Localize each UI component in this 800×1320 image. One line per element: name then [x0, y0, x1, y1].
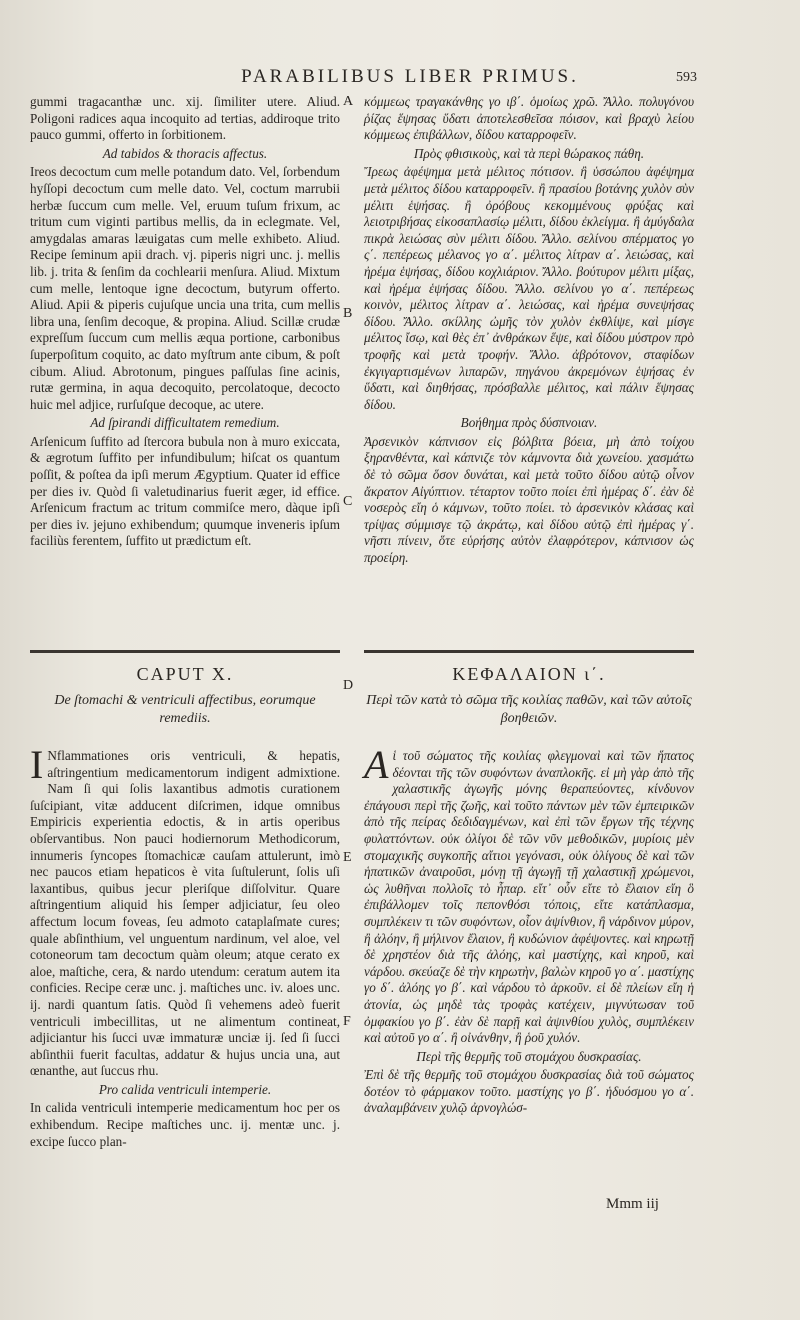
- signature-mark: Mmm iij: [606, 1196, 659, 1212]
- latin-column-top: [30, 94, 340, 550]
- margin-letter-c: C: [343, 494, 353, 509]
- chapter-subtitle-greek: Περὶ τῶν κατὰ τὸ σῶμα τῆς κοιλίας παθῶν, καὶ τῶν αὐτοῖς βοηθειῶν.: [366, 693, 692, 726]
- latin-column-bottom: [30, 742, 340, 1150]
- latin-paragraph: INflammationes oris ventriculi, & hepatis, aſtringentium medicamentorum indigent admixtione. Nam ſi qui ſolis laxantibus admotis curationem ſuſcipiant, vitæ adducent diſcrimen, idque omnibus Empiricis experientia edoctis, & in artis operibus obſervantibus. Non pauci hodiernorum Methodicorum, innumeris ſyncopes ſtomachicæ cauſam attulerunt, imò nec paucos etiam hepaticos è vita ſuſtulerunt, ſolis uſi laxantibus, quibus jecur pleriſque diſſolvitur. Quare aſtringentium aliquid his ſemper adjiciatur, ſeu oleo affectum locum foveas, ſeu admoto cataplaſmate cures; quale abſinthium, vel unguentum nardinum, vel aloe, vel cotoneorum tam decoctum quàm oleum; atque cerato ex aloe, maſtiche, cera, & nardo utendum: ceratum autem ita conficies. Recipe ceræ unc. j. maſtiches unc. iv. aloes unc. ij. nardi quantum ſatis. Quòd ſi vehemens adeò fuerit ventriculi imbecillitas, ut ne alimentum contineat, adjiciantur his ſucci uvæ immaturæ unciæ ij. ſed ſi ſucci abſinthii fuerit facultas, addatur & hujus uncia una, aut œnanthe, aut ſuccus rhu.: [30, 742, 340, 1079]
- section-rule: [364, 650, 694, 653]
- margin-letter-a: A: [343, 94, 354, 109]
- section-rule: [30, 650, 340, 653]
- latin-section-heading: Ad ſpirandi difficultatem remedium.: [90, 415, 280, 431]
- greek-section-heading: Περὶ τῆς θερμῆς τοῦ στομάχου δυσκρασίας.: [416, 1048, 642, 1064]
- greek-section-heading: Βοήθημα πρὸς δύσπνοιαν.: [460, 415, 598, 431]
- latin-paragraph: gummi tragacanthæ unc. xij. ſimiliter utere. Aliud. Poligoni radices aqua incoquito ad tertias, addiroque trito pauco gummi, offerto in ſorbitionem.: [30, 94, 340, 143]
- greek-column-top: [364, 94, 694, 567]
- margin-letter-e: E: [343, 850, 352, 865]
- chapter-title-latin: CAPUT X.: [136, 664, 234, 684]
- greek-paragraph: Ἀρσενικὸν κάπνισον εἰς βόλβιτα βόεια, μὴ ἀπὸ τοίχου ξηρανθέντα, καὶ κάπνιζε τὸν κάμνοντα διὰ χωνείου. χασμάτω δὲ τὸ σῶμα ὅσον δυνάται, καὶ μετὰ τοῦτο δίδου αὐτῷ οἶνον ἄκρατον Αἰγύπτιον. τέταρτον τοῦτο ποίει ἐπὶ ἡμέρας δ΄. ἐὰν δὲ νοσερὸς εἴη ὁ κάμνων, τοῦτο ποίει. τὸ ἀρσενικὸν κλάσας καὶ τρίψας σύμμισγε τῷ ἀκράτῳ, καὶ δίδου αὐτῷ ἐπὶ ἡμέρας γ΄. νῆστι πίνειν, ὅτε εὑρήσης αὐτὸν ἐλαφρότερον, κάπνισον ὡς προείρη.: [364, 433, 694, 566]
- greek-paragraph: Ἴρεως ἀφέψημα μετὰ μέλιτος πότισον. ἢ ὑσσώπου ἀφέψημα μετὰ μέλιτος δίδου καταρροφεῖν. ἢ πρασίου βοτάνης χυλὸν σὺν μέλιτι ἑψήσας. ἢ ὀρόβους κεκομμένους φρύξας καὶ λειοτριβήσας εἰκοσαπλασίῳ μέλιτι, δίδου ἐκλείγμα. ἢ ἀμύγδαλα πικρὰ λειώσας σὺν μέλιτι δίδου. Ἄλλο. σελίνου σπέρματος γο ς΄. πεπέρεως μέλανος γο α΄. μέλιτος λίτραν α΄. λειώσας, καὶ ἠρέμα ἑψήσας, δίδου κοχλιάριον. Ἄλλο. βούτυρον μέλιτι μίξας, καὶ ἠρέμα ἑψήσας δίδου. Ἄλλο. σελίνου γο α΄. πεπέρεως κοινὸν, μέλιτος λίτραν α΄. λειώσας, καὶ ἠρέμα συνεψήσας δίδου. Ἄλλο. σκίλλης ὠμῆς τὸν χυλὸν ἐκθλίψε, καὶ μίσγε μέλιτος ἴσῳ, καὶ θὲς ἐπ᾽ ἀνθράκων ἕψε, καὶ δίδου μύστρον πρὸ τροφῆς καὶ μετὰ τροφήν. Ἄλλο. ἀβρότονον, σταφίδων ἐκγιγαρτισμένων λιπαρῶν, πηγάνου ἀκρεμόνων ἑψήσας ἐν ὕδατι, καὶ διηθήσας, πρόσβαλλε μέλιτος, καὶ πάλιν ἕψησας δίδου.: [364, 164, 694, 412]
- greek-paragraph: Ἐπὶ δὲ τῆς θερμῆς τοῦ στομάχου δυσκρασίας διὰ τοῦ σώματος δοτέον τὸ φάρμακον τοῦτο. μαστίχης γο β΄. ἡδυόσμου γο α΄. ἀναλαμβάνειν χυλῷ ἀρνογλώσ-: [364, 1067, 694, 1116]
- margin-letter-b: B: [343, 306, 353, 321]
- margin-letter-d: D: [343, 678, 354, 693]
- latin-section-heading: Ad tabidos & thoracis affectus.: [102, 145, 268, 161]
- chapter-title-greek: ΚΕΦΑΛΑΙΟΝ ι΄.: [452, 664, 606, 684]
- latin-paragraph: Arſenicum ſuffito ad ſtercora bubula non à muro exiccata, & ægrotum ſuffito per infundibulum; hiſcat os quantum poſſit, & poſtea da ipſi merum Ægyptium. Quater id effice per dies iv. Quòd ſi valetudinarius fuerit æger, id effice. Arſenicum fractum ac tritum commiſce mero, dàque ipſi per dies iv. jejuno exhibendum; quumque inveneris ipſum faciliùs ferentem, ſuffito ut prædictum eſt.: [30, 433, 340, 549]
- latin-paragraph: Ireos decoctum cum melle potandum dato. Vel, ſorbendum hyſſopi decoctum cum melle dato. Vel, coctum marrubii herbæ ſuccum cum melle. Vel, eruum tuſum frixum, ac tritum cum viginti partibus mellis, da in eclegmate. Vel, amygdalas amaras læuigatas cum melle exhibeto. Aliud. Recipe ſeminum apii drach. vj. piperis nigri unc. j. mellis lib. j. trita & ſenſim da cochlearii menſura. Aliud. Mixtum cum melle, lentoque igne decoctum, butyrum offerto. Aliud. Apii & piperis cujuſque uncia una trita, cum mellis libra una, ſenſim decoque, & propina. Aliud. Scillæ crudæ expreſſum ſuccum cum mellis æqua portione, carbonibus ſuperpoſitum coquito, ac dato myſtrum ante cibum, & poſt cibum. Aliud. Abrotonum, pingues paſſulas ſine acinis, rutæ germina, in aqua decoquito, percolatoque, decocto huic mel adjice, rurſuſque decoque, ac utere.: [30, 164, 340, 412]
- greek-paragraph: κόμμεως τραγακάνθης γο ιβ΄. ὁμοίως χρῶ. Ἄλλο. πολυγόνου ῥίζας ἕψησας ὕδατι ἀποτελεσθεῖσα πόισον, καὶ βραχὺ λείου κόμμεως ἐπιβάλλων, δίδου καταρροφεῖν.: [364, 94, 694, 143]
- page-number: 593: [676, 70, 697, 85]
- running-head: PARABILIBUS LIBER PRIMUS.: [241, 66, 579, 87]
- margin-letter-f: F: [343, 1014, 351, 1029]
- chapter-subtitle-latin: De ſtomachi & ventriculi affectibus, eorumque remediis.: [54, 693, 316, 726]
- greek-section-heading: Πρὸς φθισικοὺς, καὶ τὰ περὶ θώρακος πάθη.: [413, 145, 645, 161]
- greek-column-bottom: [364, 742, 694, 1117]
- latin-paragraph: In calida ventriculi intemperie medicamentum hoc per os exhibendum. Recipe maſtiches unc. ij. mentæ unc. j. excipe ſucco plan-: [30, 1100, 340, 1149]
- greek-paragraph: Αἱ τοῦ σώματος τῆς κοιλίας φλεγμοναὶ καὶ τῶν ἥπατος δέονται τῆς τῶν συφόντων ἀναπλοκῆς. εἰ μὴ γὰρ ἀπὸ τῆς χαλαστικῆς ἀγωγῆς μόνης θεραπεύοντες, κίνδυνον ἐπάγουσι περὶ τῆς ζωῆς, καὶ τοῦτο πάντων μὲν τῶν ἐμπειρικῶν ἀπὸ τῆς πείρας δεδιδαγμένων, καὶ ἐπὶ τῶν ἔργων τῆς τέχνης φυλαττόντων. οὐκ ὀλίγοι δὲ τῶν νῦν μεθοδικῶν, μυρίοις μὲν στομαχικῆς συγκοπῆς αἴτιοι γεγόνασι, οὐκ ὀλίγους δὲ καὶ τῶν ἡπατικῶν ἀναιροῦσι, μόνῃ τῇ ἀγωγῇ τῇ χαλαστικῇ χρώμενοι, ὡς λυθῆναι πολλοῖς τὸ ἧπαρ. εἴτ᾽ οὖν εἴτε τὸ ἔλαιον εἴη ὃ ἐπιβάλλομεν τοῖς πεπονθόσι τόποις, εἴτε κατάπλασμα, συμπλέκειν τι τῶν συφόντων, οἷον ἀψίνθιον, ἢ νάρδινον μύρον, ἢ ἀλόην, ἢ μήλινον ἔλαιον, ἢ κυδώνιον ἀφέψοντες. καὶ κηρωτῇ δὲ χρηστέον διὰ τῆς ἀλόης, καὶ μαστίχης, καὶ κηροῦ, καὶ νάρδου. σκεύαζε δὲ τὴν κηρωτὴν, βαλὼν κηροῦ γο α΄. μαστίχης γο δ΄. ἀλόης γο β΄. καὶ νάρδου τὸ ἀρκοῦν. εἰ δὲ πλείων εἴη ἡ ἀτονία, ὡς μηδὲ τὰς τροφὰς κατέχειν, μιγνύτωσαν τοῦ ὀμφακίου γο β΄. ἐὰν δὲ παρῇ καὶ ἀψινθίου χυλὸς, συμπλέκειν καὶ αὐτοῦ γο α΄. ἢ οἰνάνθην, ἢ ῥοῦ χυλόν.: [364, 742, 694, 1046]
- latin-section-heading: Pro calida ventriculi intemperie.: [98, 1081, 272, 1097]
